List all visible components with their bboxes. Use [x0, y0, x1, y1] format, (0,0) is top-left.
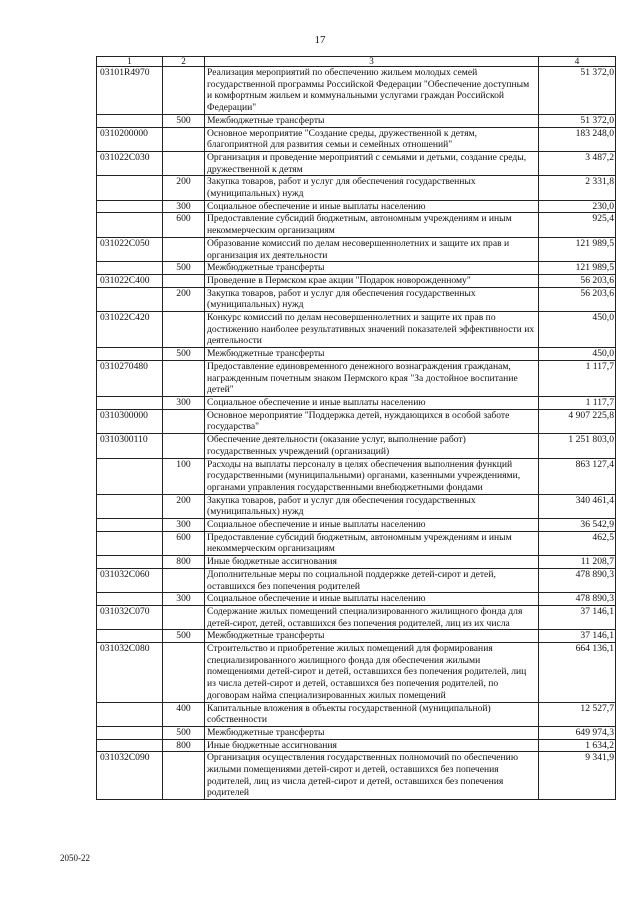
amount-cell: 2 331,8 — [539, 176, 616, 200]
amount-cell: 12 527,7 — [539, 702, 616, 726]
item-name-cell: Организация осуществления государственных полномочий по обеспечению жилыми помещениями детей-сирот и детей, оставшихся без попечения родителей, лиц из числа детей-сирот и детей, оставшихся без попечения родителей — [205, 752, 539, 800]
budget-code-cell — [97, 348, 163, 361]
expense-type-cell: 800 — [163, 739, 205, 752]
expense-type-cell — [163, 67, 205, 115]
table-row — [97, 494, 616, 518]
amount-cell: 230,0 — [539, 200, 616, 213]
amount-cell: 121 989,5 — [539, 262, 616, 275]
item-name-cell: Социальное обеспечение и иные выплаты населению — [205, 593, 539, 606]
amount-cell: 925,4 — [539, 213, 616, 237]
budget-code-cell — [97, 458, 163, 494]
expense-type-cell — [163, 568, 205, 592]
table-row — [97, 409, 616, 433]
budget-code-cell: 031032С070 — [97, 605, 163, 629]
table-row — [97, 151, 616, 175]
item-name-cell: Межбюджетные трансферты — [205, 262, 539, 275]
expense-type-cell: 500 — [163, 630, 205, 643]
table-row — [97, 593, 616, 606]
expense-type-cell: 500 — [163, 262, 205, 275]
expense-type-cell — [163, 237, 205, 261]
item-name-cell: Межбюджетные трансферты — [205, 114, 539, 127]
table-row — [97, 702, 616, 726]
item-name-cell: Межбюджетные трансферты — [205, 726, 539, 739]
expense-type-cell: 300 — [163, 200, 205, 213]
item-name-cell: Проведение в Пермском крае акции "Подарок новорожденному" — [205, 274, 539, 287]
amount-cell: 863 127,4 — [539, 458, 616, 494]
item-name-cell: Социальное обеспечение и иные выплаты населению — [205, 519, 539, 532]
expense-type-cell — [163, 151, 205, 175]
amount-cell: 11 208,7 — [539, 556, 616, 569]
item-name-cell: Закупка товаров, работ и услуг для обеспечения государственных (муниципальных) нужд — [205, 176, 539, 200]
item-name-cell: Предоставление субсидий бюджетным, автономным учреждениям и иным некоммерческим организациям — [205, 213, 539, 237]
item-name-cell: Реализация мероприятий по обеспечению жильем молодых семей государственной программы Российской Федерации "Обеспечение доступным и комфортным жильем и коммунальными услугами граждан Российской Федерации" — [205, 67, 539, 115]
budget-code-cell: 031022С050 — [97, 237, 163, 261]
budget-code-cell: 031032С090 — [97, 752, 163, 800]
header-col-4: 4 — [539, 57, 616, 67]
table-row — [97, 360, 616, 396]
expense-type-cell — [163, 605, 205, 629]
item-name-cell: Основное мероприятие "Поддержка детей, нуждающихся в особой заботе государства" — [205, 409, 539, 433]
table-row — [97, 726, 616, 739]
table-row — [97, 262, 616, 275]
budget-code-cell: 031022С400 — [97, 274, 163, 287]
budget-code-cell: 031032С080 — [97, 643, 163, 703]
budget-code-cell: 031022С420 — [97, 312, 163, 348]
amount-cell: 51 372,0 — [539, 67, 616, 115]
expense-type-cell: 800 — [163, 556, 205, 569]
item-name-cell: Социальное обеспечение и иные выплаты населению — [205, 200, 539, 213]
budget-code-cell — [97, 519, 163, 532]
item-name-cell: Межбюджетные трансферты — [205, 630, 539, 643]
item-name-cell: Организация и проведение мероприятий с семьями и детьми, создание среды, дружественной к детям — [205, 151, 539, 175]
amount-cell: 56 203,6 — [539, 274, 616, 287]
budget-code-cell — [97, 702, 163, 726]
expense-type-cell: 600 — [163, 213, 205, 237]
expense-type-cell: 300 — [163, 396, 205, 409]
table-row — [97, 752, 616, 800]
budget-code-cell — [97, 213, 163, 237]
expense-type-cell: 500 — [163, 348, 205, 361]
table-row — [97, 274, 616, 287]
expense-type-cell: 300 — [163, 593, 205, 606]
expense-type-cell — [163, 434, 205, 458]
table-row — [97, 127, 616, 151]
item-name-cell: Предоставление субсидий бюджетным, автономным учреждениям и иным некоммерческим организациям — [205, 531, 539, 555]
amount-cell: 450,0 — [539, 312, 616, 348]
table-row — [97, 605, 616, 629]
expense-type-cell: 200 — [163, 287, 205, 311]
amount-cell: 340 461,4 — [539, 494, 616, 518]
expense-type-cell: 600 — [163, 531, 205, 555]
table-row — [97, 348, 616, 361]
budget-code-cell: 0310300110 — [97, 434, 163, 458]
header-col-3: 3 — [205, 57, 539, 67]
expense-type-cell — [163, 127, 205, 151]
item-name-cell: Иные бюджетные ассигнования — [205, 556, 539, 569]
amount-cell: 183 248,0 — [539, 127, 616, 151]
amount-cell: 1 117,7 — [539, 360, 616, 396]
item-name-cell: Конкурс комиссий по делам несовершеннолетних и защите их прав по достижению наиболее результативных значений показателей эффективности их деятельности — [205, 312, 539, 348]
item-name-cell: Строительство и приобретение жилых помещений для формирования специализированного жилищного фонда для обеспечения жилыми помещениями детей-сирот и детей, оставшихся без попечения родителей, лиц из числа детей-сирот и детей, оставшихся без попечения родителей, по договорам найма специализированных жилых помещений — [205, 643, 539, 703]
budget-code-cell — [97, 531, 163, 555]
expense-type-cell — [163, 312, 205, 348]
table-row — [97, 434, 616, 458]
amount-cell: 9 341,9 — [539, 752, 616, 800]
budget-code-cell — [97, 630, 163, 643]
expense-type-cell: 200 — [163, 176, 205, 200]
budget-table — [96, 56, 616, 800]
expense-type-cell: 500 — [163, 726, 205, 739]
amount-cell: 121 989,5 — [539, 237, 616, 261]
table-row — [97, 287, 616, 311]
item-name-cell: Межбюджетные трансферты — [205, 348, 539, 361]
amount-cell: 1 634,2 — [539, 739, 616, 752]
table-row — [97, 396, 616, 409]
table-row — [97, 312, 616, 348]
table-row — [97, 568, 616, 592]
table-row — [97, 519, 616, 532]
expense-type-cell: 100 — [163, 458, 205, 494]
item-name-cell: Образование комиссий по делам несовершеннолетних и защите их прав и организация их деятельности — [205, 237, 539, 261]
expense-type-cell — [163, 274, 205, 287]
item-name-cell: Социальное обеспечение и иные выплаты населению — [205, 396, 539, 409]
amount-cell: 37 146,1 — [539, 605, 616, 629]
page-number: 17 — [314, 34, 326, 46]
amount-cell: 51 372,0 — [539, 114, 616, 127]
table-body — [97, 67, 616, 800]
item-name-cell: Предоставление единовременного денежного вознаграждения гражданам, награжденным почетным знаком Пермского края "За достойное воспитание детей" — [205, 360, 539, 396]
amount-cell: 3 487,2 — [539, 151, 616, 175]
expense-type-cell — [163, 360, 205, 396]
table-row — [97, 531, 616, 555]
table-row — [97, 643, 616, 703]
item-name-cell: Капитальные вложения в объекты государственной (муниципальной) собственности — [205, 702, 539, 726]
budget-code-cell: 0310300000 — [97, 409, 163, 433]
amount-cell: 4 907 225,8 — [539, 409, 616, 433]
expense-type-cell: 200 — [163, 494, 205, 518]
amount-cell: 36 542,9 — [539, 519, 616, 532]
table-row — [97, 213, 616, 237]
expense-type-cell: 500 — [163, 114, 205, 127]
amount-cell: 37 146,1 — [539, 630, 616, 643]
expense-type-cell — [163, 643, 205, 703]
item-name-cell: Расходы на выплаты персоналу в целях обеспечения выполнения функций государственными (муниципальными) органами, казенными учреждениями, органами управления государственными внебюджетными фондами — [205, 458, 539, 494]
budget-code-cell: 0310270480 — [97, 360, 163, 396]
table-row — [97, 67, 616, 115]
header-col-1: 1 — [97, 57, 163, 67]
budget-code-cell — [97, 396, 163, 409]
expense-type-cell — [163, 752, 205, 800]
table-row — [97, 237, 616, 261]
table-row — [97, 200, 616, 213]
item-name-cell: Основное мероприятие "Создание среды, дружественной к детям, благоприятной для развития семьи и семейных отношений" — [205, 127, 539, 151]
document-code: 2050-22 — [60, 853, 90, 863]
table-row — [97, 114, 616, 127]
table-row — [97, 176, 616, 200]
budget-code-cell — [97, 494, 163, 518]
amount-cell: 478 890,3 — [539, 593, 616, 606]
amount-cell: 56 203,6 — [539, 287, 616, 311]
budget-code-cell: 0310200000 — [97, 127, 163, 151]
item-name-cell: Дополнительные меры по социальной поддержке детей-сирот и детей, оставшихся без попечения родителей — [205, 568, 539, 592]
budget-code-cell: 031032С060 — [97, 568, 163, 592]
amount-cell: 450,0 — [539, 348, 616, 361]
header-row — [97, 57, 616, 67]
amount-cell: 478 890,3 — [539, 568, 616, 592]
table-row — [97, 739, 616, 752]
amount-cell: 462,5 — [539, 531, 616, 555]
table-row — [97, 458, 616, 494]
budget-code-cell — [97, 287, 163, 311]
budget-code-cell — [97, 726, 163, 739]
expense-type-cell — [163, 409, 205, 433]
item-name-cell: Обеспечение деятельности (оказание услуг, выполнение работ) государственных учреждений (организаций) — [205, 434, 539, 458]
expense-type-cell: 300 — [163, 519, 205, 532]
amount-cell: 1 251 803,0 — [539, 434, 616, 458]
budget-code-cell — [97, 176, 163, 200]
budget-code-cell — [97, 262, 163, 275]
budget-code-cell — [97, 556, 163, 569]
amount-cell: 664 136,1 — [539, 643, 616, 703]
item-name-cell: Содержание жилых помещений специализированного жилищного фонда для детей-сирот, детей, оставшихся без попечения родителей, лиц из их числа — [205, 605, 539, 629]
item-name-cell: Закупка товаров, работ и услуг для обеспечения государственных (муниципальных) нужд — [205, 287, 539, 311]
header-col-2: 2 — [163, 57, 205, 67]
expense-type-cell: 400 — [163, 702, 205, 726]
table-row — [97, 630, 616, 643]
table-row — [97, 556, 616, 569]
budget-code-cell: 031022С030 — [97, 151, 163, 175]
budget-code-cell — [97, 739, 163, 752]
amount-cell: 1 117,7 — [539, 396, 616, 409]
item-name-cell: Закупка товаров, работ и услуг для обеспечения государственных (муниципальных) нужд — [205, 494, 539, 518]
budget-code-cell: 03101R4970 — [97, 67, 163, 115]
budget-code-cell — [97, 200, 163, 213]
amount-cell: 649 974,3 — [539, 726, 616, 739]
item-name-cell: Иные бюджетные ассигнования — [205, 739, 539, 752]
budget-code-cell — [97, 114, 163, 127]
budget-code-cell — [97, 593, 163, 606]
